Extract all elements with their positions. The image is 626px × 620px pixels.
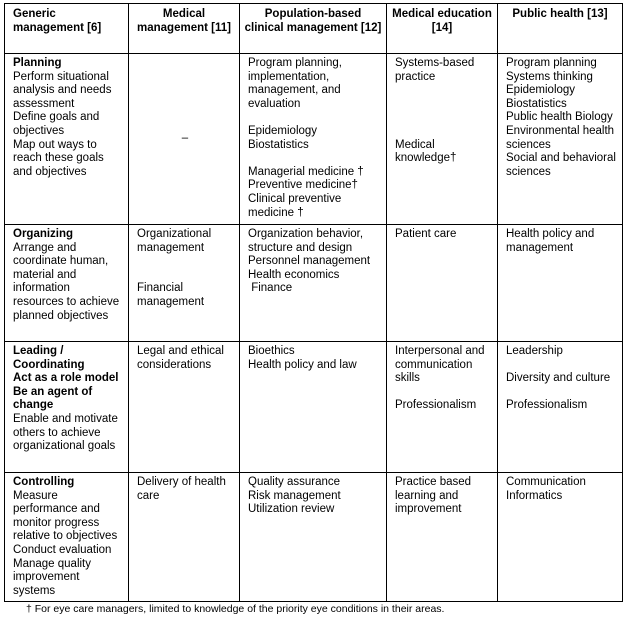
cell-organizing-generic bbox=[5, 225, 129, 342]
planning-education-item: Medical knowledge† bbox=[395, 138, 457, 165]
controlling-item: Measure performance and monitor progress relative to objectives bbox=[13, 489, 118, 543]
leading-medical-item: Legal and ethical considerations bbox=[137, 345, 228, 371]
controlling-population-item: Quality assurance bbox=[248, 476, 341, 488]
planning-population-item: Program planning, implementation, management, and evaluation bbox=[248, 57, 346, 110]
table-row-controlling bbox=[5, 473, 623, 602]
controlling-population-item: Risk management bbox=[248, 489, 341, 502]
planning-public-health-item: Program planning bbox=[506, 57, 597, 69]
controlling-public-health-item: Informatics bbox=[506, 489, 563, 502]
cell-planning-population bbox=[240, 54, 387, 225]
cell-organizing-medical bbox=[129, 225, 240, 342]
cell-controlling-public-health bbox=[498, 473, 623, 602]
header-population-clinical-management: Population-based clinical management [12] bbox=[240, 4, 387, 54]
row-title-controlling: Controlling bbox=[13, 476, 75, 488]
controlling-public-health-item: Communication bbox=[506, 476, 586, 488]
organizing-population-item: Finance bbox=[248, 282, 293, 295]
planning-public-health-item: Environmental health sciences bbox=[506, 124, 618, 151]
cell-controlling-education bbox=[387, 473, 498, 602]
cell-planning-public-health bbox=[498, 54, 623, 225]
organizing-population-item: Health economics bbox=[248, 268, 340, 281]
table-row-leading bbox=[5, 342, 623, 473]
table-row-organizing bbox=[5, 225, 623, 342]
cell-controlling-generic bbox=[5, 473, 129, 602]
cell-planning-generic bbox=[5, 54, 129, 225]
row-title-organizing: Organizing bbox=[13, 228, 74, 240]
planning-population-item: Preventive medicine† bbox=[248, 179, 358, 192]
header-medical-education: Medical education [14] bbox=[387, 4, 498, 54]
planning-public-health-item: Public health Biology bbox=[506, 111, 613, 124]
organizing-public-health-item: Health policy and management bbox=[506, 228, 598, 254]
cell-leading-medical bbox=[129, 342, 240, 473]
organizing-education-item: Patient care bbox=[395, 228, 457, 240]
organizing-item: Arrange and coordinate human, material and information resources to achieve planned objectives bbox=[13, 241, 123, 322]
controlling-item: Manage quality improvement systems bbox=[13, 557, 95, 597]
controlling-medical-item: Delivery of health care bbox=[137, 476, 230, 502]
organizing-medical-item: Organizational management bbox=[137, 228, 215, 254]
controlling-item: Conduct evaluation bbox=[13, 543, 112, 556]
leading-public-health-item: Diversity and culture bbox=[506, 372, 611, 385]
table-row-planning bbox=[5, 54, 623, 225]
cell-organizing-population bbox=[240, 225, 387, 342]
planning-item: Define goals and objectives bbox=[13, 111, 103, 137]
cell-leading-generic bbox=[5, 342, 129, 473]
header-row bbox=[5, 4, 623, 54]
planning-population-item: Managerial medicine † bbox=[248, 165, 364, 178]
planning-item: Map out ways to reach these goals and objectives bbox=[13, 138, 107, 178]
controlling-education-item: Practice based learning and improvement bbox=[395, 476, 475, 516]
planning-education-item: Systems-based practice bbox=[395, 57, 478, 83]
planning-public-health-item: Epidemiology bbox=[506, 84, 576, 97]
row-title-leading: Be an agent of change bbox=[13, 385, 96, 412]
organizing-population-item: Personnel management bbox=[248, 255, 371, 268]
competency-table bbox=[4, 3, 623, 602]
row-title-leading: Leading / Coordinating bbox=[13, 345, 85, 371]
planning-medical-dash: – bbox=[181, 132, 189, 145]
cell-organizing-education bbox=[387, 225, 498, 342]
planning-population-item: Clinical preventive medicine † bbox=[248, 192, 345, 219]
cell-leading-education bbox=[387, 342, 498, 473]
cell-controlling-medical bbox=[129, 473, 240, 602]
row-title-leading: Act as a role model bbox=[13, 372, 119, 385]
leading-education-item: Professionalism bbox=[395, 399, 477, 412]
leading-population-item: Health policy and law bbox=[248, 358, 357, 371]
header-public-health: Public health [13] bbox=[498, 4, 623, 54]
planning-public-health-item: Systems thinking bbox=[506, 70, 593, 83]
planning-public-health-item: Social and behavioral sciences bbox=[506, 152, 620, 178]
planning-public-health-item: Biostatistics bbox=[506, 97, 567, 110]
cell-controlling-population bbox=[240, 473, 387, 602]
leading-item: Enable and motivate others to achieve organizational goals bbox=[13, 412, 122, 453]
leading-public-health-item: Leadership bbox=[506, 345, 563, 357]
leading-population-item: Bioethics bbox=[248, 345, 295, 357]
header-medical-management: Medical management [11] bbox=[129, 4, 240, 54]
cell-organizing-public-health bbox=[498, 225, 623, 342]
cell-planning-education bbox=[387, 54, 498, 225]
cell-leading-public-health bbox=[498, 342, 623, 473]
leading-education-item: Interpersonal and communication skills bbox=[395, 345, 488, 385]
row-title-planning: Planning bbox=[13, 57, 62, 69]
organizing-population-item: Organization behavior, structure and design bbox=[248, 228, 367, 254]
organizing-medical-item: Financial management bbox=[137, 282, 205, 308]
header-generic-management: Generic management [6] bbox=[5, 4, 129, 54]
controlling-population-item: Utilization review bbox=[248, 503, 335, 516]
planning-item: Perform situational analysis and needs assessment bbox=[13, 70, 115, 110]
footnote: † For eye care managers, limited to knowledge of the priority eye conditions in their areas. bbox=[26, 603, 445, 615]
planning-population-item: Epidemiology bbox=[248, 124, 318, 137]
cell-planning-medical bbox=[129, 54, 240, 225]
leading-public-health-item: Professionalism bbox=[506, 399, 588, 412]
cell-leading-population bbox=[240, 342, 387, 473]
planning-population-item: Biostatistics bbox=[248, 138, 309, 151]
